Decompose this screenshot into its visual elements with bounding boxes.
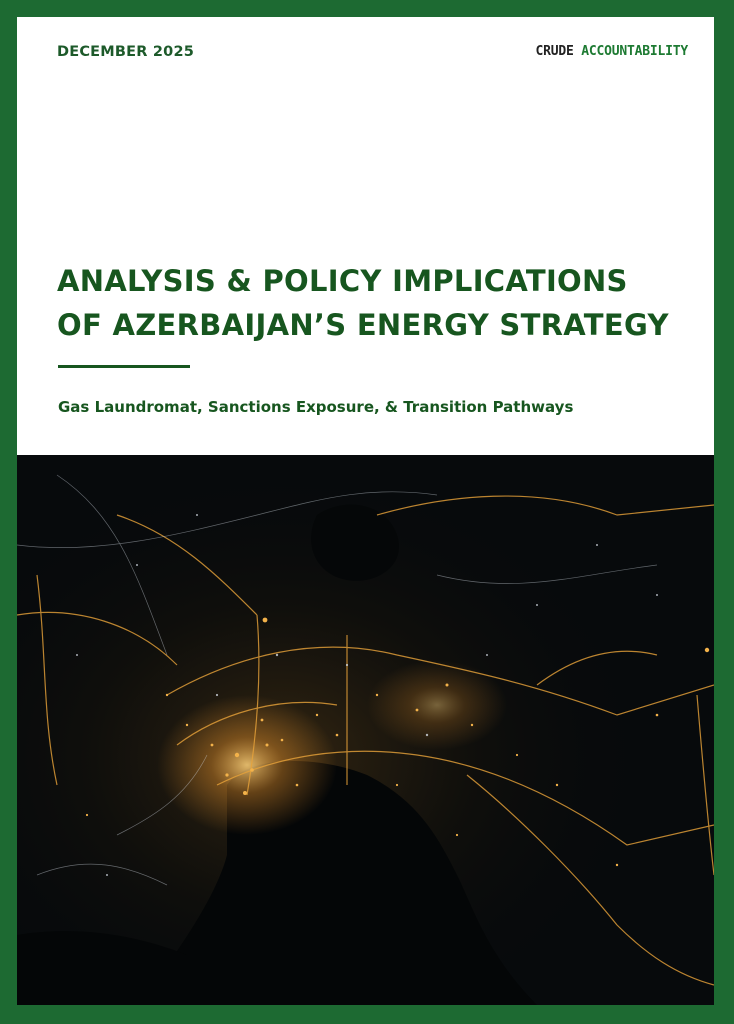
publication-date: DECEMBER 2025 [57,44,195,60]
title-divider [58,365,190,368]
night-city-satellite-image [17,455,714,1005]
report-subtitle: Gas Laundromat, Sanctions Exposure, & Transition Pathways [58,398,574,416]
report-title-line-1: ANALYSIS & POLICY IMPLICATIONS [57,264,628,298]
report-title [57,259,697,347]
logo-word-crude: CRUDE [535,44,574,59]
logo-word-accountability: ACCOUNTABILITY [581,44,688,59]
report-title-line-2: OF AZERBAIJAN’S ENERGY STRATEGY [57,308,669,342]
cover-page [17,17,714,1005]
cover-photo [17,455,714,1005]
publisher-logo [535,44,688,59]
